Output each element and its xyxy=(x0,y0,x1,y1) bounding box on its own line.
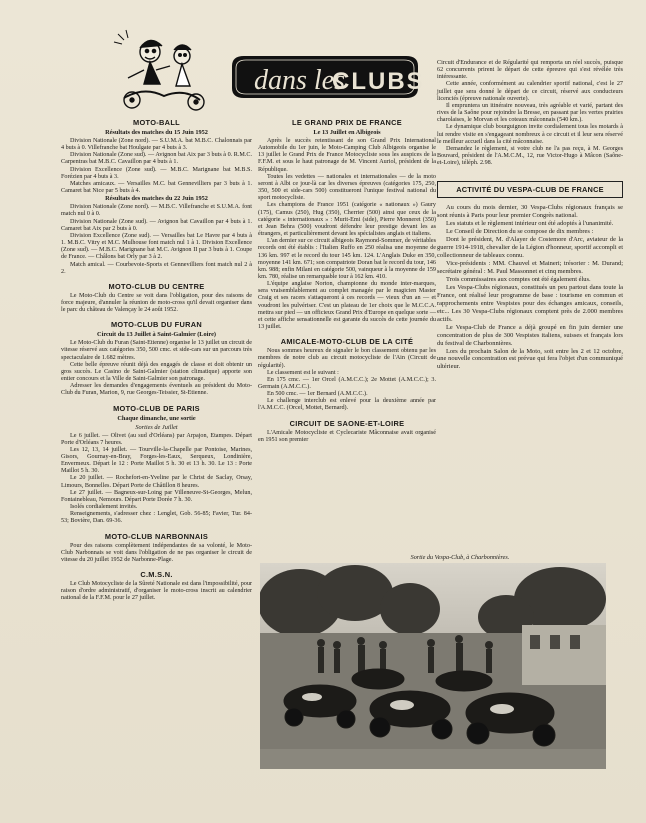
article-paragraph: Toutes les vedettes — nationales et internationales — de la moto seront à Albi ce jour-là car les diverses épreuves (catégories 175, 250, 350, 500 et side-cars 500) constitueront l'unique festival national du sport motocycliste. xyxy=(258,173,436,202)
article-paragraph: Division Nationale (Zone nord). — M.B.C. Villefranche et S.U.M.A. font match nul 0 à 0. xyxy=(61,204,252,218)
vespa-paragraph: Au cours du mois dernier, 30 Vespa-Clubs régionaux français se sont réunis à Paris pour leur premier Congrès national. xyxy=(437,204,623,220)
article-paragraph: Isolés cordialement invités. xyxy=(70,504,138,511)
article-paragraph: Le 27 juillet. — Bagneux-sur-Loing par Villeneuve-St-Georges, Melun, Fontainebleau, Nemours. Départ Porte Dorée 7 h. 30. xyxy=(61,489,252,503)
svg-text:CLUBS: CLUBS xyxy=(332,68,425,95)
article-paragraph: Match amical. — Courbevoie-Sports et Gennevilliers font match nul 2 à 2. xyxy=(61,261,252,275)
article-paragraph: Le dynamique club bourguignon invite cordialement tous les motards à lui rendre visite en s'engageant nombreux à ce circuit et il leur sera réservé le meilleur accueil dans la cité mâconnaise. xyxy=(437,124,623,145)
article-paragraph: Le classement est le suivant : xyxy=(267,369,339,376)
section-heading-moto-club-narbonnais: MOTO-CLUB NARBONNAIS xyxy=(104,531,209,541)
vespa-paragraph: Les Vespa-Clubs régionaux, constitués un peu partout dans toute la France, ont réalisé leur programme de base : tourisme en commun et rapprochements entre Vespistes pour des échanges amicaux, conseils, etc... Les 30 Vespa-Clubs régionaux comptent près de 2.000 membres actifs. xyxy=(437,283,623,323)
column-right xyxy=(437,60,623,371)
photo-caption: Sortie du Vespa-Club, à Charbonnières. xyxy=(410,554,510,561)
svg-text:dans les: dans les xyxy=(254,65,345,96)
article-paragraph: Division Nationale (Zone sud). — Avignon bat Cavaillon par 4 buts à 1. Camaret bat Aix par 2 buts à 0. xyxy=(61,218,252,232)
cartoon-riders-illustration xyxy=(114,30,204,110)
column-left xyxy=(61,112,252,603)
vespa-paragraph: Le Conseil de Direction du se compose de dix membres : xyxy=(446,228,594,236)
section-heading-circuit-de-saone-et-loire: CIRCUIT DE SAONE-ET-LOIRE xyxy=(289,418,405,428)
section-subheading: Chaque dimanche, une sortie xyxy=(117,414,196,422)
vespa-club-gathering-photo xyxy=(260,563,606,769)
article-paragraph: Le 20 juillet. — Rochefort-en-Yveline par le Christ de Saclay, Orsay, Limours, Bonnelles. Départ Porte de Châtillon 8 heures. xyxy=(61,475,252,489)
article-paragraph: Division Excellence (Zone sud). — M.B.C. Marignane bat M.B.S. Forézien par 4 buts à 3. xyxy=(61,166,252,180)
vespa-paragraph: Lors du prochain Salon de la Moto, soit entre les 2 et 12 octobre, une nouvelle concentration est prévue qui fera l'objet d'un communiqué ultérieur. xyxy=(437,347,623,371)
article-paragraph: Division Nationale (Zone nord). — S.U.M.A. bat M.B.C. Chalonnais par 4 buts à 0. Villefranche bat Houlgate par 4 buts à 3. xyxy=(61,138,252,152)
section-heading-amicale-moto-club-de-la-cite: AMICALE-MOTO-CLUB DE LA CITÉ xyxy=(280,337,414,347)
section-heading-moto-club-du-centre: MOTO-CLUB DU CENTRE xyxy=(108,281,205,291)
vespa-paragraph: Dont le président, M. d'Alayer de Costemore d'Arc, aviateur de la guerre 1914-1918, chevalier de la Légion d'honneur, sportif accompli et collectionneur de tableaux connu. xyxy=(437,236,623,260)
section-subheading: Résultats des matches du 22 Juin 1952 xyxy=(105,195,208,203)
article-paragraph: Matches amicaux. — Versailles M.C. bat Gennevilliers par 3 buts à 1. Camaret bat Nice par 5 buts à 4. xyxy=(61,180,252,195)
article-paragraph: Nous sommes heureux de signaler le bon classement obtenu par les membres de notre club au circuit motocycliste de l'Ain (Circuit de régularité). xyxy=(258,348,436,369)
section-heading-c-m-s-n: C.M.S.N. xyxy=(140,570,173,580)
vespa-paragraph: Le Vespa-Club de France a déjà groupé en fin juin dernier une concentration de plus de 300 Vespistes italiens, suisses et français lors du festival de Charbonnières. xyxy=(437,323,623,347)
article-paragraph: Cette belle épreuve réunit déjà des engagés de classe et doit obtenir un gros succès. Le Casino de Saint-Galmier (station climatique) apporte son entier concours et la Ville de Saint-Galmier son patronage. xyxy=(61,361,252,383)
column-middle xyxy=(258,112,436,444)
article-paragraph: Pour des raisons complètement indépendantes de sa volonté, le Moto-Club Narbonnais se voit dans l'obligation de ne pas organiser le circuit de vitesse du 20 juillet 1952 de Narbonne-Plage. xyxy=(61,542,252,563)
article-paragraph: Division Nationale (Zone sud). — Avignon bat Aix par 3 buts à 0. R.M.C. Carpentras bat M.B.C. Cavaillon par 4 buts à 1. xyxy=(61,152,252,166)
article-paragraph: Adresser les demandes d'engagements éventuels au président du Moto-Club du Furan, Marion, 9, rue Georges-Teissier, St-Etienne. xyxy=(61,383,252,397)
article-paragraph: Les champions de France 1951 (catégorie « nationaux ») Gaury (175), Camus (250), Hug (350), Cherrier (500) ainsi que ceux de la catégorie « internationaux » : Murit-Emi (side), Pierre Monneret (350) et Jean Behra (500) voudront défendre leur prestige devant les as étrangers, et particulièrement devant les spécialistes anglais et italiens. xyxy=(258,202,436,238)
section-heading-moto-ball: MOTO-BALL xyxy=(133,118,180,127)
clubs-banner-logo xyxy=(104,26,434,114)
article-paragraph: Après le succès retentissant de son Grand Prix International Automobile du 1er juin, le Moto-Camping Club Albigeois organise le 13 juillet le Grand Prix de France Motocycliste sous les auspices de la F.F.M. et sous le haut patronage de M. Vincent Auriol, président de la République. xyxy=(258,138,436,173)
section-subheading: Résultats des matches du 15 Juin 1952 xyxy=(105,129,208,136)
article-paragraph: Le 6 juillet. — Olivet (au sud d'Orléans) par Arpajon, Etampes. Départ Porte d'Orléans 7 heures. xyxy=(61,432,252,446)
section-subheading: Le 13 Juillet en Albigeois xyxy=(313,129,381,136)
article-paragraph: Le challenge interclub est enlevé pour la deuxième année par l'A.M.C.C. (Orcel, Mottet, Bernard). xyxy=(258,398,436,412)
vespa-club-section-title: ACTIVITÉ DU VESPA-CLUB DE FRANCE xyxy=(437,181,623,198)
article-paragraph: L'Amicale Motocycliste et Cyclecariste Mâconnaise avait organisé en 1951 son premier xyxy=(258,429,436,443)
article-paragraph: Circuit d'Endurance et de Régularité qui remporta un réel succès, puisque 62 concurrents prirent le départ de cette épreuve qui s'est révélée très intéressante. xyxy=(437,60,623,81)
section-subheading: Circuit du 13 Juillet à Saint-Galmier (Loire) xyxy=(97,331,216,339)
vespa-paragraph: Trois commissaires aux comptes ont été également élus. xyxy=(446,275,591,283)
article-paragraph: Le Moto-Club du Centre se voit dans l'obligation, pour des raisons de force majeure, d'annuler la réunion de moto-cross qu'il devait organiser dans le parc du château de Valençay le 24 août 1952. xyxy=(61,292,252,314)
section-heading-moto-club-de-paris: MOTO-CLUB DE PARIS xyxy=(113,403,200,413)
vespa-paragraph: Vice-présidents : MM. Chauvel et Maineri; trésorier : M. Durand; secrétaire général : M. Paul Massonnet et cinq membres. xyxy=(437,260,623,275)
saone-et-loire-continuation xyxy=(437,60,623,167)
vespa-club-article xyxy=(437,204,623,371)
article-paragraph: Demandez le règlement, si votre club ne l'a pas reçu, à M. Georges Bouvard, président de l'A.M.C.M., 12, rue Victor-Hugo à Mâcon (Saône-et-Loire), téléph. 2.98. xyxy=(437,145,623,167)
article-paragraph: Le Moto-Club du Furan (Saint-Etienne) organise le 13 juillet un circuit de vitesse réservé aux catégories 350, 500 cmc. et side-cars sur un parcours très spectaculaire de 1.682 mètres. xyxy=(61,340,252,361)
article-paragraph: Division Excellence (Zone sud). — Versailles bat Le Havre par 4 buts à 1. M.B.C. Vitry et M.C. Mulhouse font match nul 1 à 1. Division Excellence (Zone sud). — M.B.C. Marignane bat M.C. Avignon II par 3 buts à 1. Coupe de France. — Châlons bat Orly par 3 à 2. xyxy=(61,232,252,261)
section-heading-moto-club-du-furan: MOTO-CLUB DU FURAN xyxy=(110,320,203,330)
article-paragraph: Cette année, conformément au calendrier sportif national, c'est le 27 juillet que sera donné le départ de ce circuit, réservé aux conducteurs licenciés (épreuve nationale ouverte). xyxy=(437,81,623,102)
article-paragraph: Les 12, 13, 14 juillet. — Tourville-la-Chapelle par Pontoise, Marines, Gisors, Gournay-en-Bray, Forges-les-Eaux, Serqueux, Londinière, Envermeux. Départ le 12 : Porte Maillot 5 h. 30 et 13 h. 30. Le 13 : Porte Maillot 5 h. 30. xyxy=(61,446,252,475)
section-heading-le-grand-prix-de-france: LE GRAND PRIX DE FRANCE xyxy=(292,118,402,127)
article-paragraph: Il empruntera un itinéraire nouveau, très agréable et varié, partant des rives de la Saône pour rejoindre la Bresse, en passant par les vertes prairies charolaises, le Morvan et les coteaux mâconnais (540 km.). xyxy=(437,102,623,124)
section-subheading: Sorties de Juillet xyxy=(135,423,178,431)
clubs-title-badge xyxy=(232,56,425,98)
vespa-paragraph: Les statuts et le règlement intérieur ont été adoptés à l'unanimité. xyxy=(446,220,614,228)
article-paragraph: En 500 cmc. — 1er Bernard (A.M.C.C.). xyxy=(267,391,368,398)
article-paragraph: Le Club Motocycliste de la Sûreté Nationale est dans l'impossibilité, pour raison d'ordre administratif, d'organiser le moto-cross inscrit au calendrier national de la F.F.M. pour le 27 juillet. xyxy=(61,581,252,602)
article-paragraph: L'an dernier sur ce circuit albigeois Raymond-Sommer, de véritables records ont été établis : l'Italien Ruffo en 250 réalisa une moyenne de 136 km. 997 et le record du tour 145 km. 124. L'Anglais Duke en 350, moyenne 141 km. 671; son compatriote Doran bat le record du tour, 146 km. 988; enfin Milani en catégorie 500, vainqueur à la moyenne de 159 km. 780, réalise un remarquable tour à 162 km. 410. xyxy=(258,238,436,280)
article-paragraph: En 175 cmc. — 1er Orcel (A.M.C.C.); 2e Mottet (A.M.C.C.); 3. Germain (A.M.C.C.). xyxy=(258,376,436,390)
article-paragraph: Renseignements, s'adresser chez : Lenglet, Gob. 56-85; Favier, Tur. 84-53; Bovière, Dan. 69-36. xyxy=(61,511,252,525)
article-paragraph: L'équipe anglaise Norton, championne du monde inter-marques, sera vraisemblablement au complet managée par le magicien Master Craig et ses racers s'attaqueront à ces records — vieux d'un an — et voudront les pulvériser. C'est un plateau de 1er choix que le M.C.C.A. mettra sur pied — un officieux Grand Prix d'Europe en quelque sorte — et cette affiche sensationnelle est garante du succès de cette journée du 13 juillet. xyxy=(258,281,436,331)
